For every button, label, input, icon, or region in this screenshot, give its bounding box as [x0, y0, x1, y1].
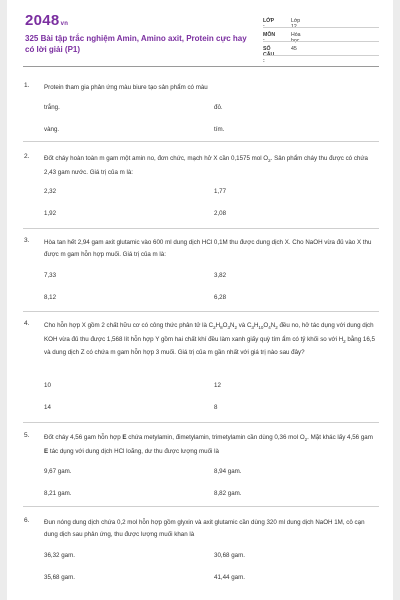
- meta-value: 45: [291, 46, 297, 52]
- answer-option[interactable]: 8,94 gam.: [214, 468, 242, 475]
- answer-option[interactable]: 12: [214, 382, 221, 389]
- question-number: 1.: [24, 82, 30, 89]
- answer-option[interactable]: 35,68 gam.: [44, 574, 75, 581]
- meta-value: Hóa học: [291, 32, 301, 44]
- logo-suffix: vn: [60, 21, 69, 27]
- question-number: 2.: [24, 153, 30, 160]
- meta-label: SỐ CÂU :: [263, 46, 275, 64]
- answer-option[interactable]: 3,82: [214, 272, 227, 279]
- answer-option[interactable]: 1,92: [44, 210, 57, 217]
- answer-option[interactable]: 8,12: [44, 294, 57, 301]
- question-divider: [23, 506, 379, 507]
- answer-option[interactable]: 8,21 gam.: [44, 490, 72, 497]
- answer-option[interactable]: trắng.: [44, 104, 60, 111]
- question-divider: [23, 141, 379, 142]
- document-title: 325 Bài tập trắc nghiệm Amin, Amino axit, Protein cực hay có lời giải (P1): [25, 34, 247, 54]
- question-divider: [23, 311, 379, 312]
- logo-text: 2048: [25, 12, 60, 29]
- document-page: [7, 0, 393, 600]
- site-logo[interactable]: [25, 12, 68, 29]
- answer-option[interactable]: 7,33: [44, 272, 57, 279]
- meta-value: Lớp 12: [291, 18, 301, 30]
- header-divider: [23, 66, 379, 67]
- answer-option[interactable]: 41,44 gam.: [214, 574, 245, 581]
- answer-option[interactable]: 9,67 gam.: [44, 468, 72, 475]
- question-text: Hòa tan hết 2,94 gam axit glutamic vào 600 ml dung dịch HCl 0,1M thu được dung dịch X. Cho NaOH vừa đủ vào X thu được m gam hỗn hợp muối. Giá trị của m là:: [44, 239, 372, 258]
- answer-option[interactable]: vàng.: [44, 126, 60, 133]
- question-divider: [23, 422, 379, 423]
- answer-option[interactable]: 8,82 gam.: [214, 490, 242, 497]
- question-number: 6.: [24, 517, 30, 524]
- meta-divider: [263, 41, 379, 42]
- answer-option[interactable]: 10: [44, 382, 51, 389]
- answer-option[interactable]: 2,32: [44, 188, 57, 195]
- answer-option[interactable]: 8: [214, 404, 218, 411]
- answer-option[interactable]: 14: [44, 404, 51, 411]
- meta-label: LỚP :: [263, 18, 274, 30]
- answer-option[interactable]: đỏ.: [214, 104, 223, 111]
- answer-option[interactable]: tím.: [214, 126, 225, 133]
- question-number: 3.: [24, 237, 30, 244]
- question-text: Đun nóng dung dịch chứa 0,2 mol hỗn hợp gồm glyxin và axit glutamic cần dùng 320 ml dung dịch NaOH 1M, cô cạn dung dịch sau phản ứng, thu được lượng muối khan là: [44, 519, 365, 538]
- question-divider: [23, 228, 379, 229]
- question-text: Cho hỗn hợp X gồm 2 chất hữu cơ có công thức phân tử là $C_2H_8O_3N_2$ và $C_3H_{10}O_4N_2$ đều no, hở tác dụng với dung dịch KOH vừa đủ thu được 1,568 lít hỗn hợp Y gồm hai chất khí đều làm xanh giấy quỳ tím ẩm có tỷ khối so với $H_2$ bằng 16,5 và dung dịch Z có chứa m gam hỗn hợp 3 muối. Giá trị của m gần nhất với giá trị nào sau đây?: [44, 322, 375, 357]
- meta-label: MÔN :: [263, 32, 276, 44]
- answer-option[interactable]: 6,28: [214, 294, 227, 301]
- meta-divider: [263, 27, 379, 28]
- question-number: 5.: [24, 432, 30, 439]
- question-text: Đốt cháy hoàn toàn m gam một amin no, đơn chức, mạch hở X cần 0,1575 mol $O_2$. Sản phẩm cháy thu được có chứa 2,43 gam nước. Giá trị của m là:: [44, 155, 368, 176]
- question-text: Protein tham gia phản ứng màu biure tạo sản phẩm có màu: [44, 84, 208, 91]
- answer-option[interactable]: 2,08: [214, 210, 227, 217]
- question-number: 4.: [24, 320, 30, 327]
- answer-option[interactable]: 36,32 gam.: [44, 552, 75, 559]
- question-text: Đốt cháy 4,56 gam hỗn hợp E chứa metylamin, đimetylamin, trimetylamin cần dùng 0,36 mol $O_2$. Mặt khác lấy 4,56 gam E tác dụng với dung dịch HCl loãng, dư thu được lượng muối là: [44, 434, 373, 455]
- answer-option[interactable]: 1,77: [214, 188, 227, 195]
- meta-divider: [263, 55, 379, 56]
- answer-option[interactable]: 30,68 gam.: [214, 552, 245, 559]
